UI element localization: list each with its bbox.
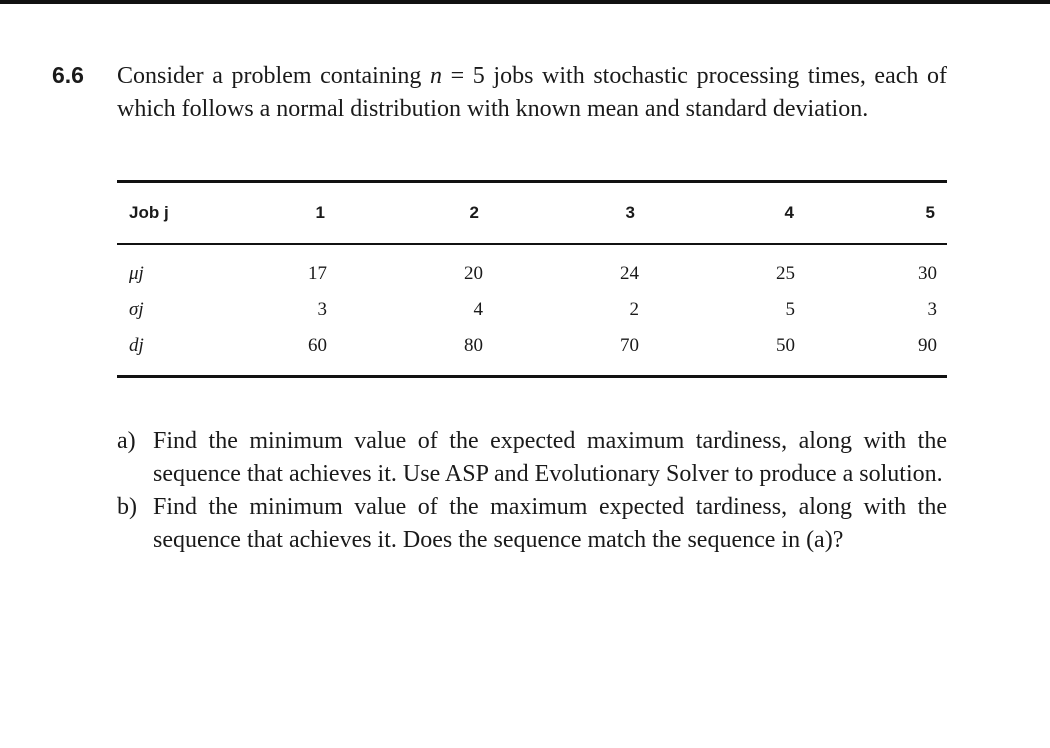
table-row: [117, 257, 947, 293]
question-b-text: Find the minimum value of the maximum expected tardiness, along with the sequence that achieves it. Does the sequence match the sequence in (a)?: [153, 494, 947, 553]
question-a-text: Find the minimum value of the expected maximum tardiness, along with the sequence that achieves it. Use ASP and Evolutionary Solver to produce a solution.: [153, 428, 947, 487]
table-cell: 3: [317, 299, 327, 320]
table-cell: 17: [308, 263, 327, 284]
table-row: [117, 329, 947, 365]
table-cell: 20: [464, 263, 483, 284]
problem-number: 6.6: [52, 62, 84, 88]
table-cell: 2: [629, 299, 639, 320]
header-job-4: 4: [784, 203, 794, 222]
header-job-label: Job j: [129, 203, 169, 222]
n-symbol: n: [430, 63, 443, 89]
table-cell: 60: [308, 335, 327, 356]
table-cell: 70: [620, 335, 639, 356]
table-cell: 24: [620, 263, 639, 284]
question-a: [117, 425, 947, 491]
table-cell: 5: [785, 299, 795, 320]
table-cell: 80: [464, 335, 483, 356]
question-b: [117, 491, 947, 557]
row-label-due-date: dj: [129, 335, 144, 356]
row-label-stddev: σj: [129, 299, 144, 320]
header-job-1: 1: [315, 203, 325, 222]
table-cell: 30: [918, 263, 937, 284]
intro-text-after: jobs with stochastic processing times, each of which follows a normal distribution with known mean and standard deviation.: [117, 63, 947, 122]
table-cell: 25: [776, 263, 795, 284]
job-data-table: [117, 180, 947, 378]
table-header-row: [117, 183, 947, 243]
table-cell: 4: [473, 299, 483, 320]
header-job-5: 5: [925, 203, 935, 222]
problem-statement: [117, 60, 947, 126]
header-job-2: 2: [469, 203, 479, 222]
question-a-label: a): [117, 428, 136, 454]
question-b-label: b): [117, 494, 137, 520]
table-row: [117, 293, 947, 329]
table-cell: 50: [776, 335, 795, 356]
table-cell: 3: [927, 299, 937, 320]
row-label-mean: μj: [129, 263, 144, 284]
n-equals: = 5: [442, 63, 485, 89]
table-body: [117, 245, 947, 375]
table-bottom-rule: [117, 375, 947, 378]
intro-text-before: Consider a problem containing: [117, 63, 431, 89]
header-job-3: 3: [625, 203, 635, 222]
question-list: [117, 425, 947, 557]
table-cell: 90: [918, 335, 937, 356]
top-rule: [0, 0, 1050, 4]
